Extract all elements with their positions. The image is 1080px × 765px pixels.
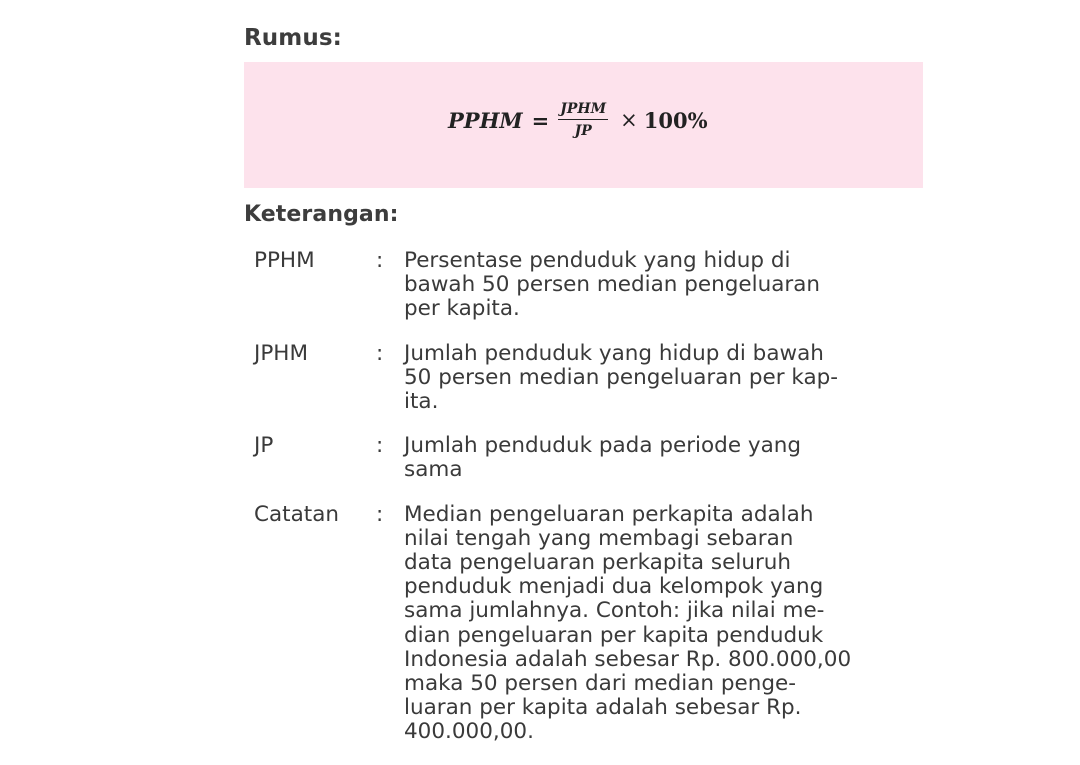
definition-colon: : [376,501,384,527]
description-line: dian pengeluaran per kapita penduduk [404,622,824,648]
keterangan-heading: Keterangan: [244,202,399,227]
definition-description [404,342,909,415]
definition-term: JPHM [254,340,309,366]
description-line: penduduk menjadi dua kelompok yang [404,574,824,600]
description-line: Jumlah penduduk yang hidup di bawah [404,340,824,366]
definition-row-jp [254,434,914,482]
definition-term: JP [254,433,274,459]
description-line: nilai tengah yang membagi sebaran [404,525,794,551]
definition-term: Catatan [254,501,340,527]
description-line: bawah 50 persen median pengeluaran [404,272,821,298]
definition-term: PPHM [254,248,315,273]
definition-row-jphm [254,342,914,415]
definition-description [404,434,909,482]
formula-fraction [558,102,608,138]
definition-description [404,503,909,745]
formula-percent: 100% [643,107,708,133]
description-line: 400.000,00. [404,719,534,745]
description-line: sama jumlahnya. Contoh: jika nilai me- [404,598,825,624]
definition-row-catatan [254,503,914,745]
definition-row-pphm [254,249,914,322]
formula [448,102,708,138]
description-line: maka 50 persen dari median penge- [404,671,797,697]
formula-box [244,62,923,188]
description-line: data pengeluaran perkapita seluruh [404,550,792,576]
definition-description [404,249,909,322]
description-line: 50 persen median pengeluaran per kap- [404,364,839,390]
description-line: Persentase penduduk yang hidup di [404,248,791,273]
rumus-heading: Rumus: [244,25,342,51]
formula-times: × [620,108,638,132]
definition-colon: : [376,340,384,366]
description-line: luaran per kapita adalah sebesar Rp. [404,695,802,721]
description-line: per kapita. [404,296,520,322]
formula-numerator: JPHM [560,101,607,117]
description-line: Median pengeluaran perkapita adalah [404,501,814,527]
description-line: sama [404,457,463,483]
definition-colon: : [376,433,384,459]
formula-denominator: JP [574,123,592,139]
description-line: ita. [404,389,439,415]
description-line: Indonesia adalah sebesar Rp. 800.000,00 [404,646,852,672]
formula-lhs: PPHM [448,107,523,133]
description-line: Jumlah penduduk pada periode yang [404,433,802,459]
definitions-list [254,249,914,765]
formula-equals: = [531,107,550,133]
definition-colon: : [376,248,384,273]
